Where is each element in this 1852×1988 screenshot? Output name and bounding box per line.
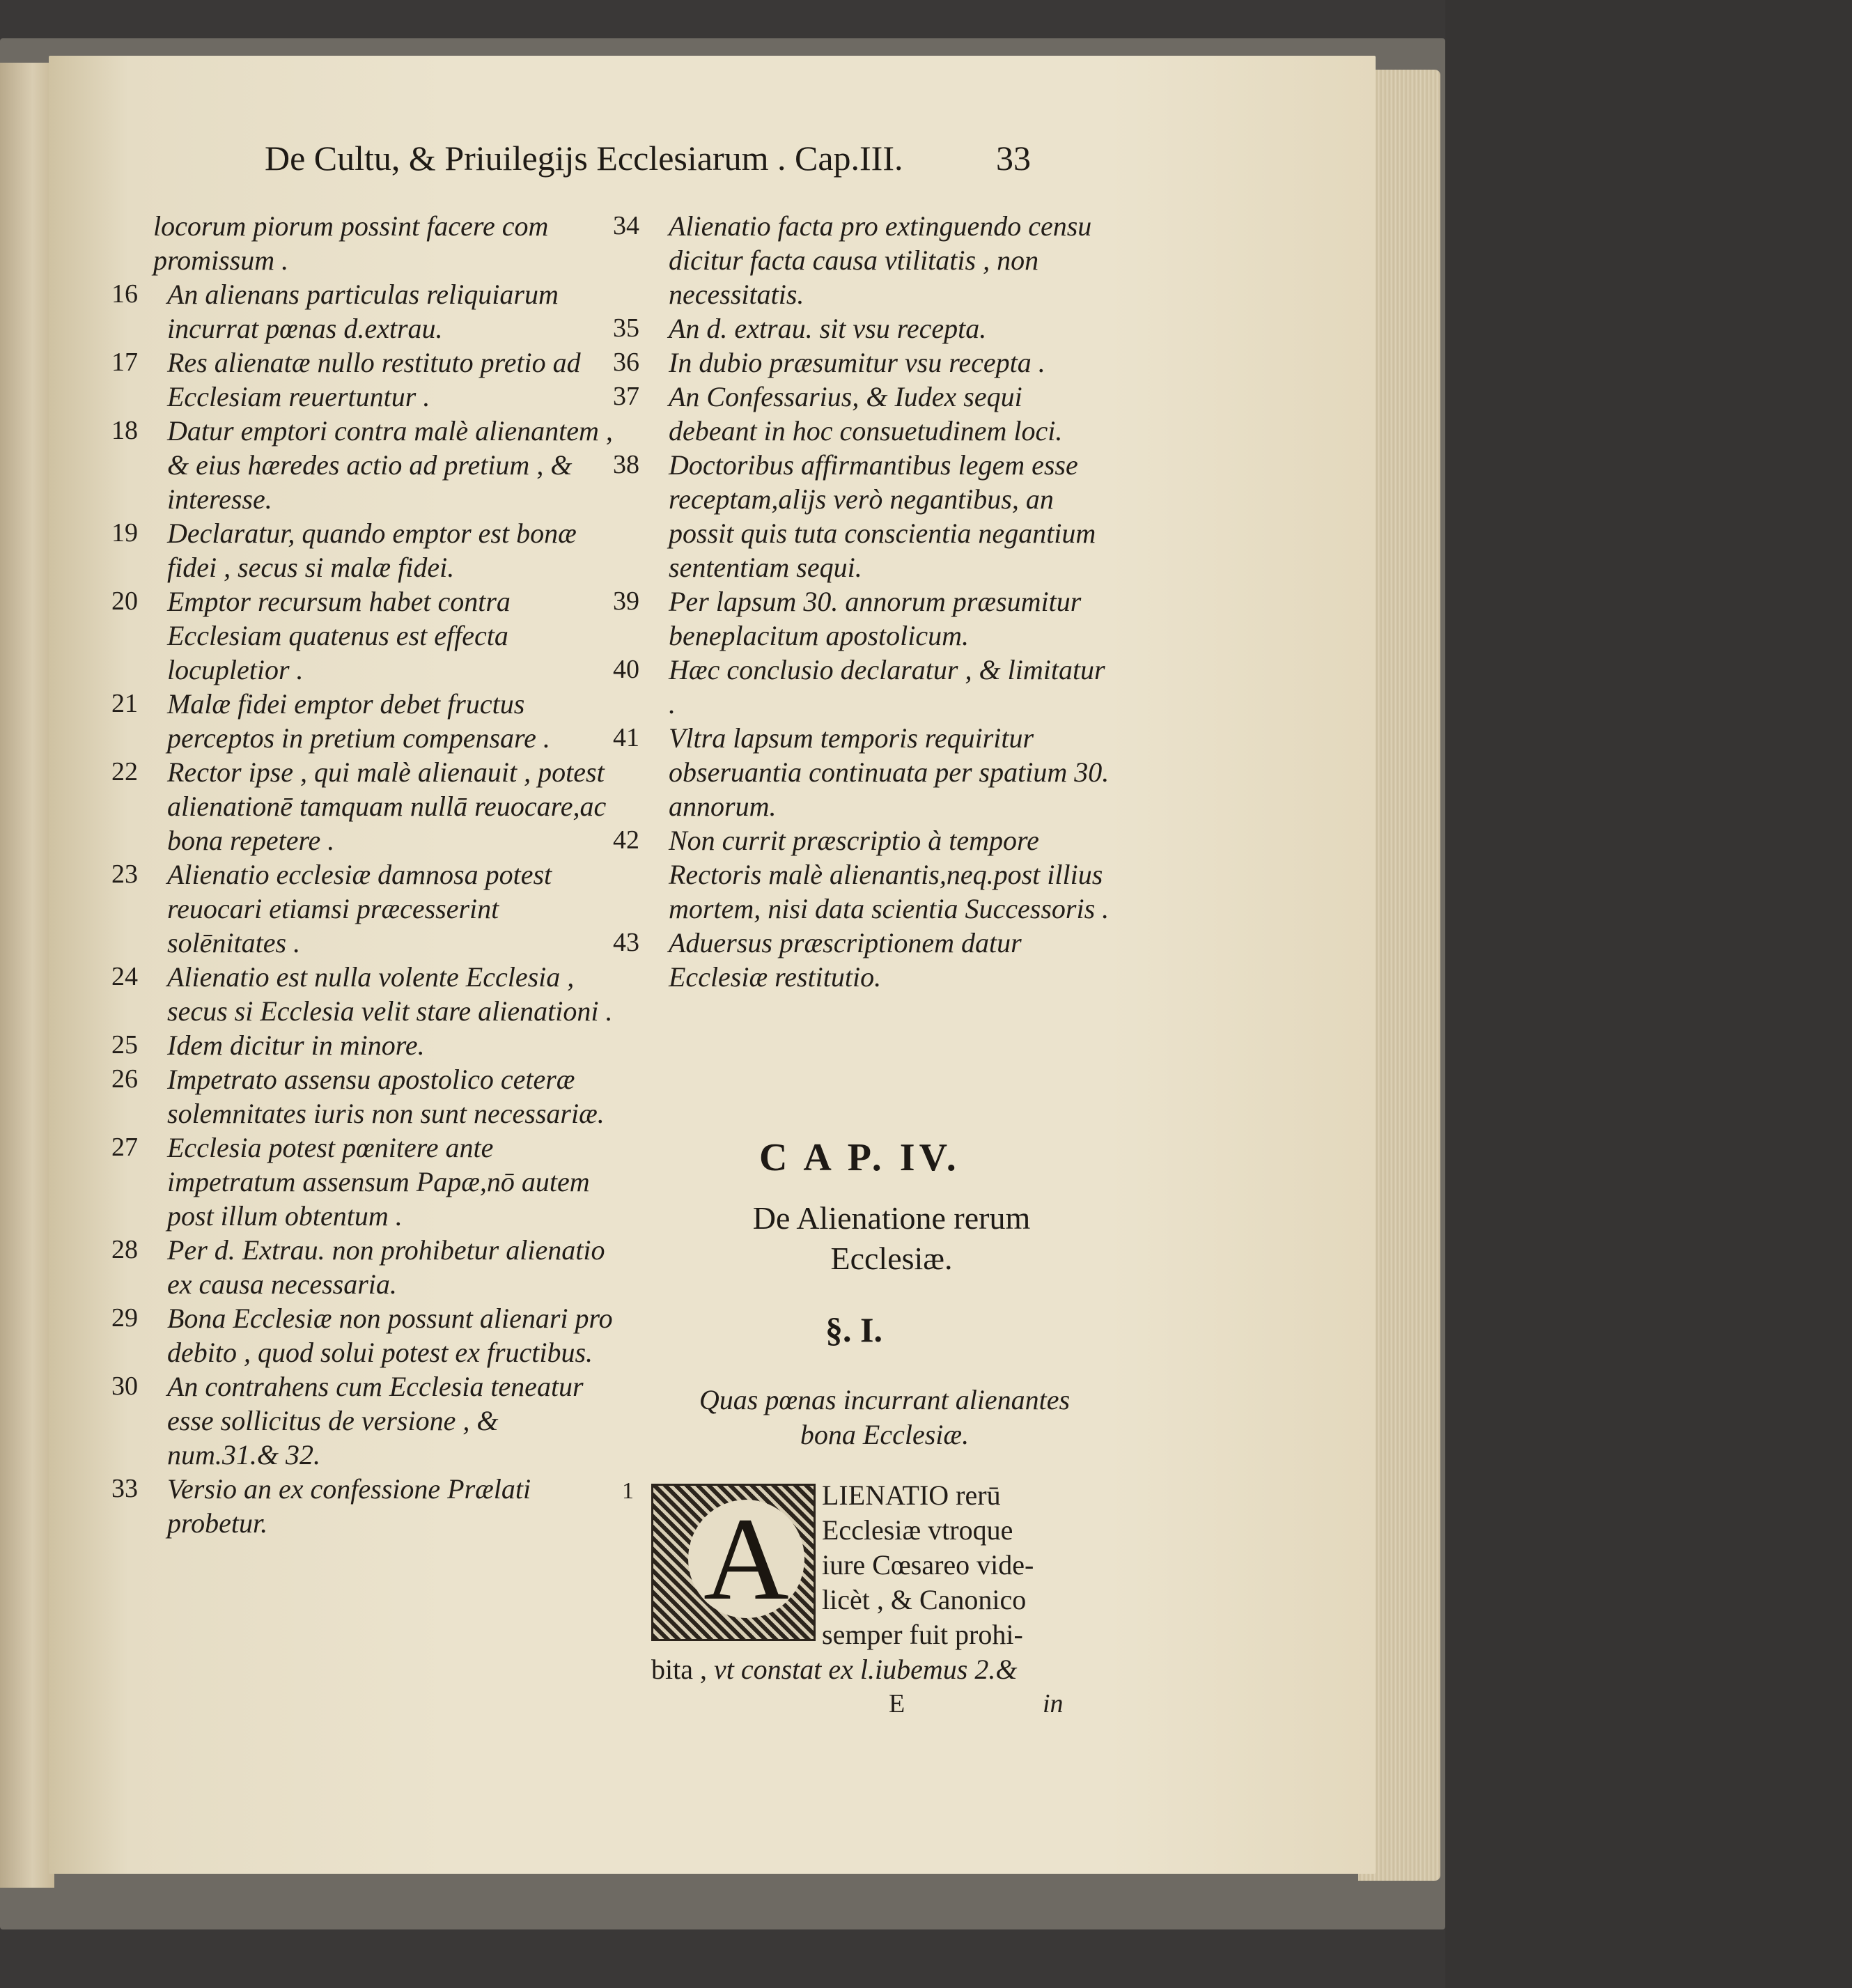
- summary-entry: [613, 209, 1114, 311]
- body-text: [822, 1478, 1114, 1652]
- summary-entry: [613, 926, 1114, 994]
- chapter-title-line: De Alienatione rerum: [752, 1200, 1031, 1236]
- entry-text: Bona Ecclesiæ non possunt alienari pro debito , quod solui potest ex fructibus.: [167, 1303, 613, 1368]
- summary-entry: [111, 277, 613, 345]
- entry-number: 25: [111, 1030, 138, 1059]
- entry-number: 35: [613, 313, 639, 343]
- summary-entry: [111, 1233, 613, 1301]
- entry-text: Versio an ex confessione Prælati probetur.: [167, 1473, 531, 1539]
- summary-left-column: [111, 209, 613, 1540]
- entry-text: Doctoribus affirmantibus legem esse receptam,alijs verò negantibus, an possit quis tuta conscientia negantium sententiam sequi.: [669, 449, 1096, 583]
- entry-number: 21: [111, 689, 138, 718]
- summary-entry: [613, 311, 1114, 345]
- summary-entry: [613, 448, 1114, 584]
- entry-text: An d. extrau. sit vsu recepta.: [669, 313, 987, 344]
- entry-text: locorum piorum possint facere com promissum .: [153, 210, 549, 276]
- body-tail-italic: vt constat ex l.iubemus 2.&: [713, 1654, 1018, 1685]
- summary-entry: [111, 345, 613, 414]
- entry-number: 39: [613, 587, 639, 616]
- entry-number: 20: [111, 587, 138, 616]
- summary-entry: [111, 857, 613, 960]
- entry-number: 30: [111, 1372, 138, 1401]
- initial-letter: A: [688, 1500, 804, 1618]
- section-heading: §. I.: [825, 1310, 882, 1349]
- entry-number: 36: [613, 348, 639, 377]
- entry-text: Alienatio ecclesiæ damnosa potest reuocari etiamsi præcesserint solēnitates .: [167, 859, 552, 958]
- body-line: semper fuit prohi-: [822, 1619, 1023, 1650]
- summary-entry: [111, 755, 613, 857]
- body-line: LIENATIO rerū: [822, 1480, 1001, 1511]
- summary-entry: [613, 584, 1114, 653]
- summary-entry: [111, 960, 613, 1028]
- summary-entry: [111, 1131, 613, 1233]
- entry-number: 34: [613, 211, 639, 240]
- summary-right-column: [613, 209, 1114, 994]
- entry-text: Alienatio facta pro extinguendo censu dicitur facta causa vtilitatis , non necessitatis.: [669, 210, 1092, 310]
- entry-number: 16: [111, 279, 138, 309]
- summary-entry: [111, 1301, 613, 1369]
- summary-entry: [613, 380, 1114, 448]
- summary-entry: [111, 1369, 613, 1472]
- entry-number: 18: [111, 416, 138, 445]
- entry-text: Res alienatæ nullo restituto pretio ad Ecclesiam reuertuntur .: [167, 347, 581, 412]
- entry-number: 38: [613, 450, 639, 479]
- entry-text: Emptor recursum habet contra Ecclesiam quatenus est effecta locupletior .: [167, 586, 511, 685]
- running-head-title: De Cultu, & Priuilegijs Ecclesiarum . Cap.III.: [265, 139, 903, 178]
- entry-number: 42: [613, 825, 639, 855]
- entry-number: 43: [613, 928, 639, 957]
- body-tail-roman: bita ,: [651, 1654, 707, 1685]
- chapter-heading: C A P. IV.: [759, 1136, 960, 1179]
- section-title-line: bona Ecclesiæ.: [800, 1419, 970, 1450]
- entry-number: 29: [111, 1303, 138, 1333]
- entry-text: Vltra lapsum temporis requiritur obseruantia continuata per spatium 30. annorum.: [669, 722, 1110, 822]
- entry-number: 37: [613, 382, 639, 411]
- entry-text: Malæ fidei emptor debet fructus perceptos in pretium compensare .: [167, 688, 550, 754]
- summary-entry: [613, 653, 1114, 721]
- summary-entry: [111, 414, 613, 516]
- section-title-line: Quas pœnas incurrant alienantes: [699, 1384, 1071, 1415]
- summary-entry: [613, 345, 1114, 380]
- page-number: 33: [996, 139, 1031, 178]
- entry-number: 17: [111, 348, 138, 377]
- summary-entry: [613, 823, 1114, 926]
- entry-text: Impetrato assensu apostolico ceteræ solemnitates iuris non sunt necessariæ.: [167, 1064, 605, 1129]
- entry-text: Idem dicitur in minore.: [167, 1030, 425, 1061]
- entry-text: Aduersus præscriptionem datur Ecclesiæ restitutio.: [669, 927, 1022, 993]
- entry-text: An contrahens cum Ecclesia teneatur esse sollicitus de versione , & num.31.& 32.: [167, 1371, 584, 1470]
- section-title: [627, 1383, 1142, 1452]
- entry-text: Ecclesia potest pœnitere ante impetratum assensum Papæ,nō autem post illum obtentum .: [167, 1132, 590, 1232]
- entry-text: Non currit præscriptio à tempore Rectoris malè alienantis,neq.post illius mortem, nisi data scientia Successoris .: [669, 825, 1110, 924]
- summary-entry: [111, 1472, 613, 1540]
- catchword: in: [1043, 1689, 1064, 1718]
- chapter-title: [655, 1198, 1128, 1279]
- entry-text: Hæc conclusio declaratur , & limitatur .: [669, 654, 1105, 720]
- paragraph-number: 1: [622, 1478, 634, 1504]
- chapter-title-line: Ecclesiæ.: [830, 1241, 953, 1276]
- summary-entry: [111, 516, 613, 584]
- summary-entry: [111, 1028, 613, 1062]
- summary-entry: [111, 1062, 613, 1131]
- entry-number: 22: [111, 757, 138, 786]
- entry-text: Rector ipse , qui malè alienauit , potest alienationē tamquam nullā reuocare,ac bona repetere .: [167, 756, 607, 856]
- summary-entry: [613, 721, 1114, 823]
- entry-number: 26: [111, 1064, 138, 1094]
- entry-number: 40: [613, 655, 639, 684]
- entry-text: In dubio præsumitur vsu recepta .: [669, 347, 1045, 378]
- entry-number: 24: [111, 962, 138, 991]
- entry-text: An Confessarius, & Iudex sequi debeant in hoc consuetudinem loci.: [669, 381, 1063, 446]
- body-line-tail: [651, 1652, 1139, 1687]
- signature-mark: E: [889, 1689, 905, 1718]
- entry-number: 19: [111, 518, 138, 548]
- entry-text: An alienans particulas reliquiarum incurrat pœnas d.extrau.: [167, 279, 559, 344]
- entry-number: 33: [111, 1474, 138, 1503]
- running-head: [265, 138, 1114, 178]
- entry-text: Datur emptori contra malè alienantem , & eius hæredes actio ad pretium , & interesse.: [167, 415, 613, 515]
- entry-number: 23: [111, 860, 138, 889]
- background: [1445, 0, 1852, 1988]
- body-line: iure Cœsareo vide-: [822, 1549, 1034, 1581]
- entry-text: Per d. Extrau. non prohibetur alienatio ex causa necessaria.: [167, 1234, 605, 1300]
- entry-number: 27: [111, 1133, 138, 1162]
- entry-text: Declaratur, quando emptor est bonæ fidei , secus si malæ fidei.: [167, 518, 577, 583]
- decorated-initial: [651, 1484, 816, 1641]
- facing-page-edge: [0, 63, 54, 1888]
- entry-text: Per lapsum 30. annorum præsumitur beneplacitum apostolicum.: [669, 586, 1082, 651]
- entry-number: 28: [111, 1235, 138, 1264]
- summary-entry: [111, 584, 613, 687]
- body-line: licèt , & Canonico: [822, 1584, 1027, 1615]
- entry-number: 41: [613, 723, 639, 752]
- summary-entry: [111, 687, 613, 755]
- summary-entry: [111, 209, 613, 277]
- body-line: Ecclesiæ vtroque: [822, 1514, 1013, 1546]
- entry-text: Alienatio est nulla volente Ecclesia , secus si Ecclesia velit stare alienationi .: [167, 961, 613, 1027]
